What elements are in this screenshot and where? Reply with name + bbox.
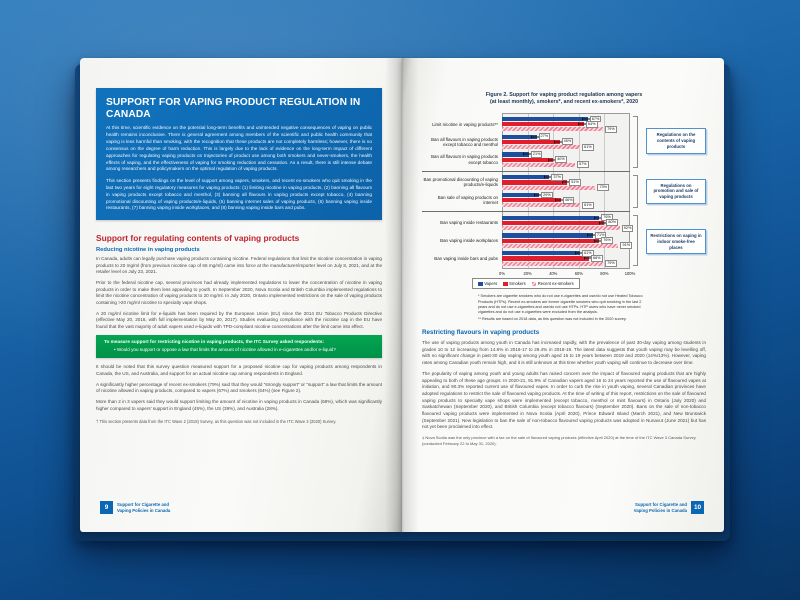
value-label: 91% bbox=[622, 243, 631, 248]
category-bars bbox=[502, 193, 630, 208]
left-page bbox=[80, 58, 402, 532]
bar-vapers bbox=[502, 117, 588, 121]
bar-line bbox=[502, 163, 630, 167]
bar-smokers bbox=[502, 198, 561, 202]
bar-line bbox=[502, 117, 630, 121]
value-label: 79% bbox=[607, 261, 615, 266]
running-footer-text: Support for Cigarette and Vaping Policies in Canada bbox=[117, 502, 171, 513]
bar-vapers bbox=[502, 135, 537, 139]
bar-vapers bbox=[502, 175, 549, 179]
figure-title-line1: Figure 2. Support for vaping product regulation among vapers bbox=[485, 92, 643, 98]
category-bars bbox=[502, 152, 630, 167]
value-label: 76% bbox=[603, 238, 611, 243]
category-label: Ban promotional discounting of vaping products/e-liquids bbox=[423, 177, 498, 188]
value-label: 73% bbox=[599, 185, 608, 190]
value-label: 27% bbox=[540, 134, 549, 139]
axis-tick: 60% bbox=[574, 270, 583, 276]
body-paragraph: The use of vaping products among youth in Canada has increased rapidly, with the prevalence of past 30-day vaping among students in grades 10 to 12 increasing from 14.6% in 2016-17 to 29.4% in 2018-19. The latest data suggests that youth vaping may be levelling off, with no significant change in past-30 day vaping among youth aged 15 to 19 years between 2019 and 2020 (14%/13%). However, vaping rates among Canadian youth remain high, and it is still unknown at this time whether youth vaping will continue to decrease over time. bbox=[422, 339, 706, 365]
bar-line bbox=[502, 186, 630, 190]
value-label: 68% bbox=[593, 255, 601, 260]
callout-bullet: • Would you support or oppose a law that limits the amount of nicotine allowed in e-cigarettes and/or e-liquid? bbox=[114, 347, 374, 353]
value-label: 92% bbox=[623, 225, 632, 230]
legend-swatch bbox=[478, 282, 483, 287]
body-paragraph: Prior to the federal nicotine cap, several provinces had already implemented regulations to lower the concentration of nicotine in vaping products in order to make them less appealing to youth. In September 2020, Nova Scotia and British Columbia implemented regulations to limit the nicotine concentration of vaping products to 20 mg/ml. In July 2020, Ontario implemented restrictions on the sale of vaping products containing >20 mg/ml nicotine to specialty vape shops. bbox=[96, 280, 382, 305]
body-paragraph: The popularity of vaping among youth and young adults has raised concern over the impact of flavoured vaping products that are highly appealing to both of these age groups. In 2020-21, 91.9% of Canadian vapers aged 16 to 24 years reported the use of flavoured vapes at initiation, and 90.3% reported current use of flavoured vapes. In order to curb the rise in youth vaping, several Canadian provinces have adopted regulations to restrict the sale of flavoured vaping products. At the time of writing of this report, restrictions on the sale of flavoured vaping products to specialty vape shops were implemented (except tobacco, menthol or mint flavours) in Ontario (July 2020) and Saskatchewan (September 2020), and British Columbia (except tobacco flavours) (September 2020). Bans on the sale of non-tobacco flavoured vaping products were implemented in Nova Scotia (April 2020), Prince Edward Island (March 2021), and New Brunswick (September 2021). New legislation to ban the sale of non-tobacco flavoured vaping products was adopted in Nunavut (June 2021) but has not yet been proclaimed into effect. bbox=[422, 370, 706, 430]
bar-line bbox=[502, 239, 630, 243]
chart-category-group bbox=[422, 113, 630, 170]
group-bracket bbox=[633, 215, 638, 266]
legend-item bbox=[478, 281, 497, 286]
right-page-footer bbox=[621, 501, 704, 514]
page-number-badge: 10 bbox=[691, 501, 704, 514]
bar-line bbox=[502, 203, 630, 207]
open-report-book bbox=[80, 58, 724, 532]
body-paragraph: More than 2 in 3 vapers said they would support limiting the amount of nicotine in vaping products in Canada (68%), which was significantly higher compared to vapers’ support in England (45%), the US (39%), and Australia (28%). bbox=[96, 399, 382, 411]
category-bars bbox=[502, 175, 630, 190]
callout-heading: To measure support for restricting nicotine in vaping products, the ITC Survey asked respondents: bbox=[104, 338, 325, 344]
annotation-box: Restrictions on vaping in indoor smoke-free places bbox=[646, 229, 706, 254]
value-label: 76% bbox=[603, 215, 611, 220]
chart-row bbox=[422, 191, 630, 209]
category-bars bbox=[502, 251, 630, 266]
intro-paragraph-2: This section presents findings on the level of support among vapers, smokers, and recent ex-smokers who quit smoking in the last two years for eight regulatory measures for vaping products: (1) limiting nicotine in vaping products, (2) banning all flavours in vaping products except tobacco and menthol, (3) banning all flavours in vaping products except tobacco, (4) banning promotional discounting of vaping products/e-liquids, (5) banning internet sales of vaping products, (6) banning vaping inside restaurants, (7) banning vaping inside workplaces, and (8) banning vaping inside bars and pubs. bbox=[106, 178, 372, 211]
legend-label: Vapers bbox=[484, 281, 498, 287]
legend-swatch bbox=[532, 282, 537, 287]
chart-plot-area bbox=[422, 113, 630, 269]
bar-smokers bbox=[502, 122, 584, 126]
bar-smokers bbox=[502, 256, 589, 260]
group-bracket bbox=[633, 175, 638, 209]
page-footnote: † This section presents data from the ITC Wave 2 (2018) Survey, as this question was not included in the ITC Wave 3 (2020) Survey. bbox=[96, 419, 337, 425]
category-label: Ban all flavours in vaping products except tobacco bbox=[431, 154, 498, 165]
value-label: 61% bbox=[584, 202, 592, 207]
bar-recent-ex-smokers bbox=[502, 186, 595, 190]
annotation-section bbox=[646, 169, 706, 214]
running-footer-text: Support for Cigarette and Vaping Policies in Canada bbox=[633, 502, 687, 513]
category-bars bbox=[502, 117, 630, 132]
bar-vapers bbox=[502, 233, 593, 237]
bar-recent-ex-smokers bbox=[502, 127, 603, 131]
bar-vapers bbox=[502, 152, 529, 156]
chart-row bbox=[422, 250, 630, 268]
subsection-heading: Restricting flavours in vaping products bbox=[422, 329, 540, 337]
chart-footnote-2: ** Results are based on 2018 data, as this question was not included in the 2020 survey. bbox=[478, 317, 627, 322]
body-paragraph: A 20 mg/ml nicotine limit for e-liquids has been required by the European Union (EU) since the 2014 EU Tobacco Products Directive (effective May 20, 2016, with full implementation by May 20, 2017). Studies evaluating compliance with the nicotine cap in the EU have found that the vast majority of adult vapers used e-liquids with TPD-compliant nicotine concentrations after the limit came into effect. bbox=[96, 310, 382, 329]
chart-footnotes bbox=[478, 294, 646, 322]
bar-vapers bbox=[502, 193, 539, 197]
legend-item bbox=[503, 281, 526, 286]
section-header-banner bbox=[96, 88, 382, 220]
category-label: Ban all flavours in vaping products except tobacco and menthol bbox=[431, 136, 498, 147]
left-page-footer bbox=[100, 501, 183, 514]
bar-vapers bbox=[502, 251, 580, 255]
bar-smokers bbox=[502, 180, 567, 184]
value-label: 29% bbox=[543, 192, 551, 197]
body-paragraph: A significantly higher percentage of recent ex-smokers (79%) said that they would “strongly support” or “support” a law that limits the amount of nicotine allowed in vaping products, compared to vapers (67%) and smokers (64%) (see Figure 2). bbox=[96, 381, 382, 394]
category-label: Ban vaping inside bars and pubs bbox=[434, 255, 498, 261]
bar-line bbox=[502, 127, 630, 131]
value-label: 71% bbox=[596, 233, 605, 238]
chart-row bbox=[422, 174, 630, 192]
bar-line bbox=[502, 221, 630, 225]
legend-swatch bbox=[503, 282, 508, 287]
value-label: 67% bbox=[591, 116, 600, 121]
bar-line bbox=[502, 262, 630, 266]
group-bracket bbox=[633, 116, 638, 167]
section-heading: Support for regulating contents of vaping products bbox=[96, 233, 300, 244]
value-label: 80% bbox=[608, 220, 616, 225]
annotation-box: Regulations on the contents of vaping products bbox=[646, 128, 706, 153]
figure-2-chart bbox=[422, 113, 706, 269]
bar-recent-ex-smokers bbox=[502, 244, 618, 248]
annotation-section bbox=[646, 113, 706, 168]
axis-tick: 20% bbox=[523, 270, 532, 276]
chart-row bbox=[422, 151, 630, 169]
chart-category-group bbox=[422, 211, 630, 269]
category-label: Ban vaping inside restaurants bbox=[440, 220, 498, 226]
chart-category-group bbox=[422, 171, 630, 212]
value-label: 21% bbox=[532, 152, 541, 157]
bar-recent-ex-smokers bbox=[502, 163, 575, 167]
bar-line bbox=[502, 158, 630, 162]
chart-legend bbox=[472, 278, 580, 289]
page-title: SUPPORT FOR VAPING PRODUCT REGULATION IN CANADA bbox=[106, 97, 361, 120]
category-label: Limit nicotine in vaping products** bbox=[432, 121, 498, 127]
body-paragraph: It should be noted that this survey question measured support for a proposed nicotine cap for vaping products among respondents in Canada, the US, and Australia, and support for an actual nicotine cap among respondents in England. bbox=[96, 364, 382, 376]
bar-smokers bbox=[502, 140, 560, 144]
legend-label: Recent ex-smokers bbox=[537, 281, 574, 287]
bar-line bbox=[502, 145, 630, 149]
bar-recent-ex-smokers bbox=[502, 226, 620, 230]
axis-tick: 100% bbox=[624, 270, 636, 276]
value-label: 79% bbox=[607, 126, 615, 131]
value-label: 46% bbox=[564, 197, 573, 202]
chart-row bbox=[422, 214, 630, 232]
category-bars bbox=[502, 233, 630, 248]
page-footnote: ‡ Nova Scotia was the only province with a tax on the sale of flavoured vaping products (effective April 2020) at the time of the ITC Wave 3 Canada Survey (conducted February 22 to May 31, 2020). bbox=[422, 435, 696, 446]
chart-row bbox=[422, 133, 630, 151]
bar-line bbox=[502, 175, 630, 179]
bar-recent-ex-smokers bbox=[502, 203, 580, 207]
category-bars bbox=[502, 135, 630, 150]
chart-row bbox=[422, 115, 630, 133]
figure-title-line2: (at least monthly), smokers*, and recent ex-smokers*, 2020 bbox=[489, 99, 639, 106]
chart-row bbox=[422, 232, 630, 250]
body-paragraph: In Canada, adults can legally purchase vaping products containing nicotine. Federal regulations that limit the nicotine concentration in vaping products to 20 mg/ml (from previous nicotine cap of 66 mg/ml) came into force at the manufacturer/importer level on July 8, 2021, and at the retailer level on July 23, 2021. bbox=[96, 256, 382, 275]
bar-smokers bbox=[502, 158, 553, 162]
bar-line bbox=[502, 198, 630, 202]
category-label: Ban vaping inside workplaces bbox=[440, 238, 498, 244]
legend-item bbox=[532, 281, 574, 286]
subsection-heading: Reducing nicotine in vaping products bbox=[96, 247, 200, 254]
survey-question-callout bbox=[96, 335, 382, 359]
bar-line bbox=[502, 251, 630, 255]
annotation-box: Regulations on promotion and sale of vaping products bbox=[646, 179, 706, 204]
bar-line bbox=[502, 140, 630, 144]
value-label: 57% bbox=[578, 162, 587, 167]
value-label: 61% bbox=[584, 250, 592, 255]
bar-smokers bbox=[502, 221, 604, 225]
intro-paragraph-1: At this time, scientific evidence on the potential long-term benefits and unintended negative consequences of vaping on public health remains inconclusive. There is general agreement among members of the scientific and public health community that vaping is less harmful than smoking, with the recognition that these products are not completely harmless; however, there is no consensus on the degree of harm reduction. This is largely due to the lack of evidence on the long-term impact of different approaches for regulating vaping products on trajectories of product use among both smokers and never-smokers, the health effects of vaping, and the effectiveness of vaping for smoking reduction and cessation. As a result, there is still intense debate among researchers and policymakers on the optimal regulation of vaping products. bbox=[106, 125, 372, 172]
bar-vapers bbox=[502, 216, 599, 220]
figure-title bbox=[422, 92, 706, 106]
value-label: 61% bbox=[584, 144, 592, 149]
bar-recent-ex-smokers bbox=[502, 145, 580, 149]
legend-label: Smokers bbox=[509, 281, 526, 287]
axis-tick: 40% bbox=[549, 270, 558, 276]
page-number-badge: 9 bbox=[100, 501, 113, 514]
bar-line bbox=[502, 180, 630, 184]
chart-footnote-1: * Smokers are cigarette smokers who do not use e-cigarettes and use/do not use Heated Tobacco Products (HTPs). Recent ex-smokers are former cigarette smokers who quit smoking in the last 2 years and do not use e-cigarettes and use/do not use HTPs. HTP users who have never smoked cigarettes and do not use e-cigarettes were excluded from the analysis. bbox=[478, 294, 643, 315]
value-label: 51% bbox=[571, 179, 579, 184]
category-label: Ban sale of vaping products on internet bbox=[437, 194, 498, 206]
right-page bbox=[402, 58, 724, 532]
value-label: 64% bbox=[587, 121, 596, 126]
annotation-section bbox=[646, 214, 706, 269]
chart-group-annotations bbox=[646, 113, 706, 269]
category-bars bbox=[502, 216, 630, 231]
bar-line bbox=[502, 244, 630, 248]
chart-x-axis bbox=[499, 269, 636, 276]
value-label: 37% bbox=[553, 174, 561, 179]
value-label: 40% bbox=[557, 157, 565, 162]
value-label: 45% bbox=[563, 139, 572, 144]
bar-smokers bbox=[502, 239, 599, 243]
bar-line bbox=[502, 226, 630, 230]
axis-tick: 80% bbox=[600, 270, 609, 276]
axis-tick: 0% bbox=[499, 270, 505, 276]
bar-recent-ex-smokers bbox=[502, 262, 603, 266]
